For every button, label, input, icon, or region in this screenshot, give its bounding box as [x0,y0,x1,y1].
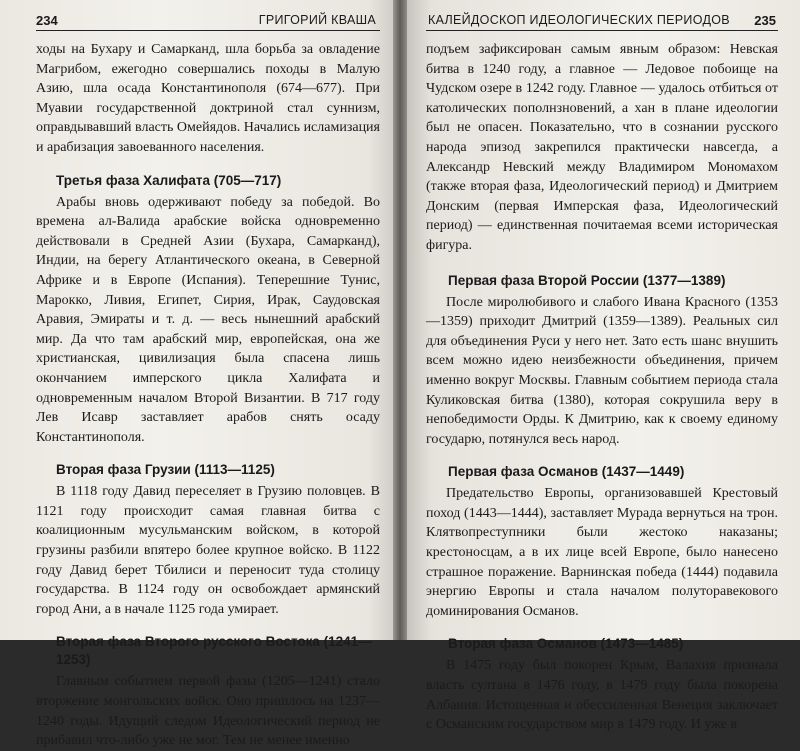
right-paragraph-intro: подъем зафиксирован самым явным образом: Невская битва в 1240 году, а главное — Ледовое побоище на Чудском озере в 1242 году. Главное — удалось отбиться от католических пополнзновений, а хан в плане идеологии был не опасен. Показательно, что в сознании русского народа эпизод закрепился практически навсегда, а Александр Невский между Владимиром Мономахом (также вторая фаза, Идеологический период) и Дмитрием Донским (первая Имперская фаза, Идеологический период) — единственная почитаемая всеми историческая фигура. [426,42,778,253]
left-running-head: ГРИГОРИЙ КВАША [258,13,376,27]
left-paragraph-1: Арабы вновь одерживают победу за победой. Во времена ал-Валида арабские войска одновременно действовали в Средней Азии (Бухара, Самарканд), Индии, на берегу Атлантического океана, в Северной Африке и в Европе (Испания). Теперешние Тунис, Марокко, Ливия, Египет, Сирия, Ирак, Саудовская Аравия, Эмираты и т. д. — весь нынешний арабский мир. Да что там арабский мир, европейская, она же христианская, цивилизация была спасена лишь окончанием имперского цикла Халифата и одновременным началом Второй Византии. В 717 году Лев Исавр заставляет арабов снять осаду Константинополя. [36,194,380,445]
left-page-body [36,40,380,751]
left-heading-2: Вторая фаза Грузии (1113—1125) [56,462,275,478]
right-page-header [426,8,778,31]
right-page [400,0,800,733]
left-paragraph-intro: ходы на Бухару и Самарканд, шла борьба за овладение Магрибом, ежегодно совершались походы в Малую Азию, шла осада Константинополя (674—677). При Муавии государственной доктриной стал суннизм, оправдывавший власть Омейядов. Начались исламизация и арабизация завоеванного населения. [36,42,380,155]
left-paragraph-3: Главным событием первой фазы (1205—1241) стало вторжение монгольских войск. Оно пришлось на 1237—1240 годы. Идущий следом Идеологический период не прибавил что-либо уже не мог. Тем не менее именно [36,674,380,749]
left-page-number: 234 [36,13,58,28]
right-paragraph-1: После миролюбивого и слабого Ивана Красного (1353—1359) приходит Дмитрий (1359—1389). Реальных сил для объединения Руси у него нет. Зато есть шанс внушить всем можно идею неизбежности объединения, причем именно вокруг Москвы. Главным событием периода стала Куликовская битва (1380), которая сокрушила веру в непобедимости Орды. К Дмитрию, как к своему единому государю, потянулся весь народ. [426,294,778,447]
left-heading-1: Третья фаза Халифата (705—717) [56,172,282,188]
left-paragraph-2: В 1118 году Давид переселяет в Грузию половцев. В 1121 году происходит самая главная битва с коалиционным мусульманским войском, в которой грузины разбили впятеро более крупное войско. В 1122 году Давид берет Тбилиси и переносит туда столицу государства. В 1124 году он освобождает армянский город Ани, а в начале 1125 года умирает. [36,484,380,617]
right-page-body [426,40,778,735]
left-page [0,0,400,749]
right-paragraph-3: В 1475 году был покорен Крым, Валахия признала власть султана в 1476 году, в 1479 году была покорена Албания. Истощенная и обессиленная Венеция заключает с Османским государством мир в 1479 году. И уже в [426,658,778,733]
left-heading-3: Вторая фаза Второго русского Востока (1241—1253) [56,634,372,668]
right-heading-1: Первая фаза Второй России (1377—1389) [448,272,726,288]
right-heading-2: Первая фаза Османов (1437—1449) [448,464,685,480]
right-heading-3: Вторая фаза Османов (1473—1485) [448,636,684,652]
book-gutter [393,0,407,640]
left-page-header [36,8,380,31]
right-paragraph-2: Предательство Европы, организовавшей Крестовый поход (1443—1444), заставляет Мурада вернуться на трон. Клятвопреступники были жестоко наказаны; крестоносцам, а в их лице всей Европе, было нанесено страшное поражение. Варнинская победа (1444) подавила энергию Европы и стала началом полуторавекового доминирования Османов. [426,486,778,619]
right-running-head: КАЛЕЙДОСКОП ИДЕОЛОГИЧЕСКИХ ПЕРИОДОВ [428,13,730,27]
right-page-number: 235 [754,13,776,28]
